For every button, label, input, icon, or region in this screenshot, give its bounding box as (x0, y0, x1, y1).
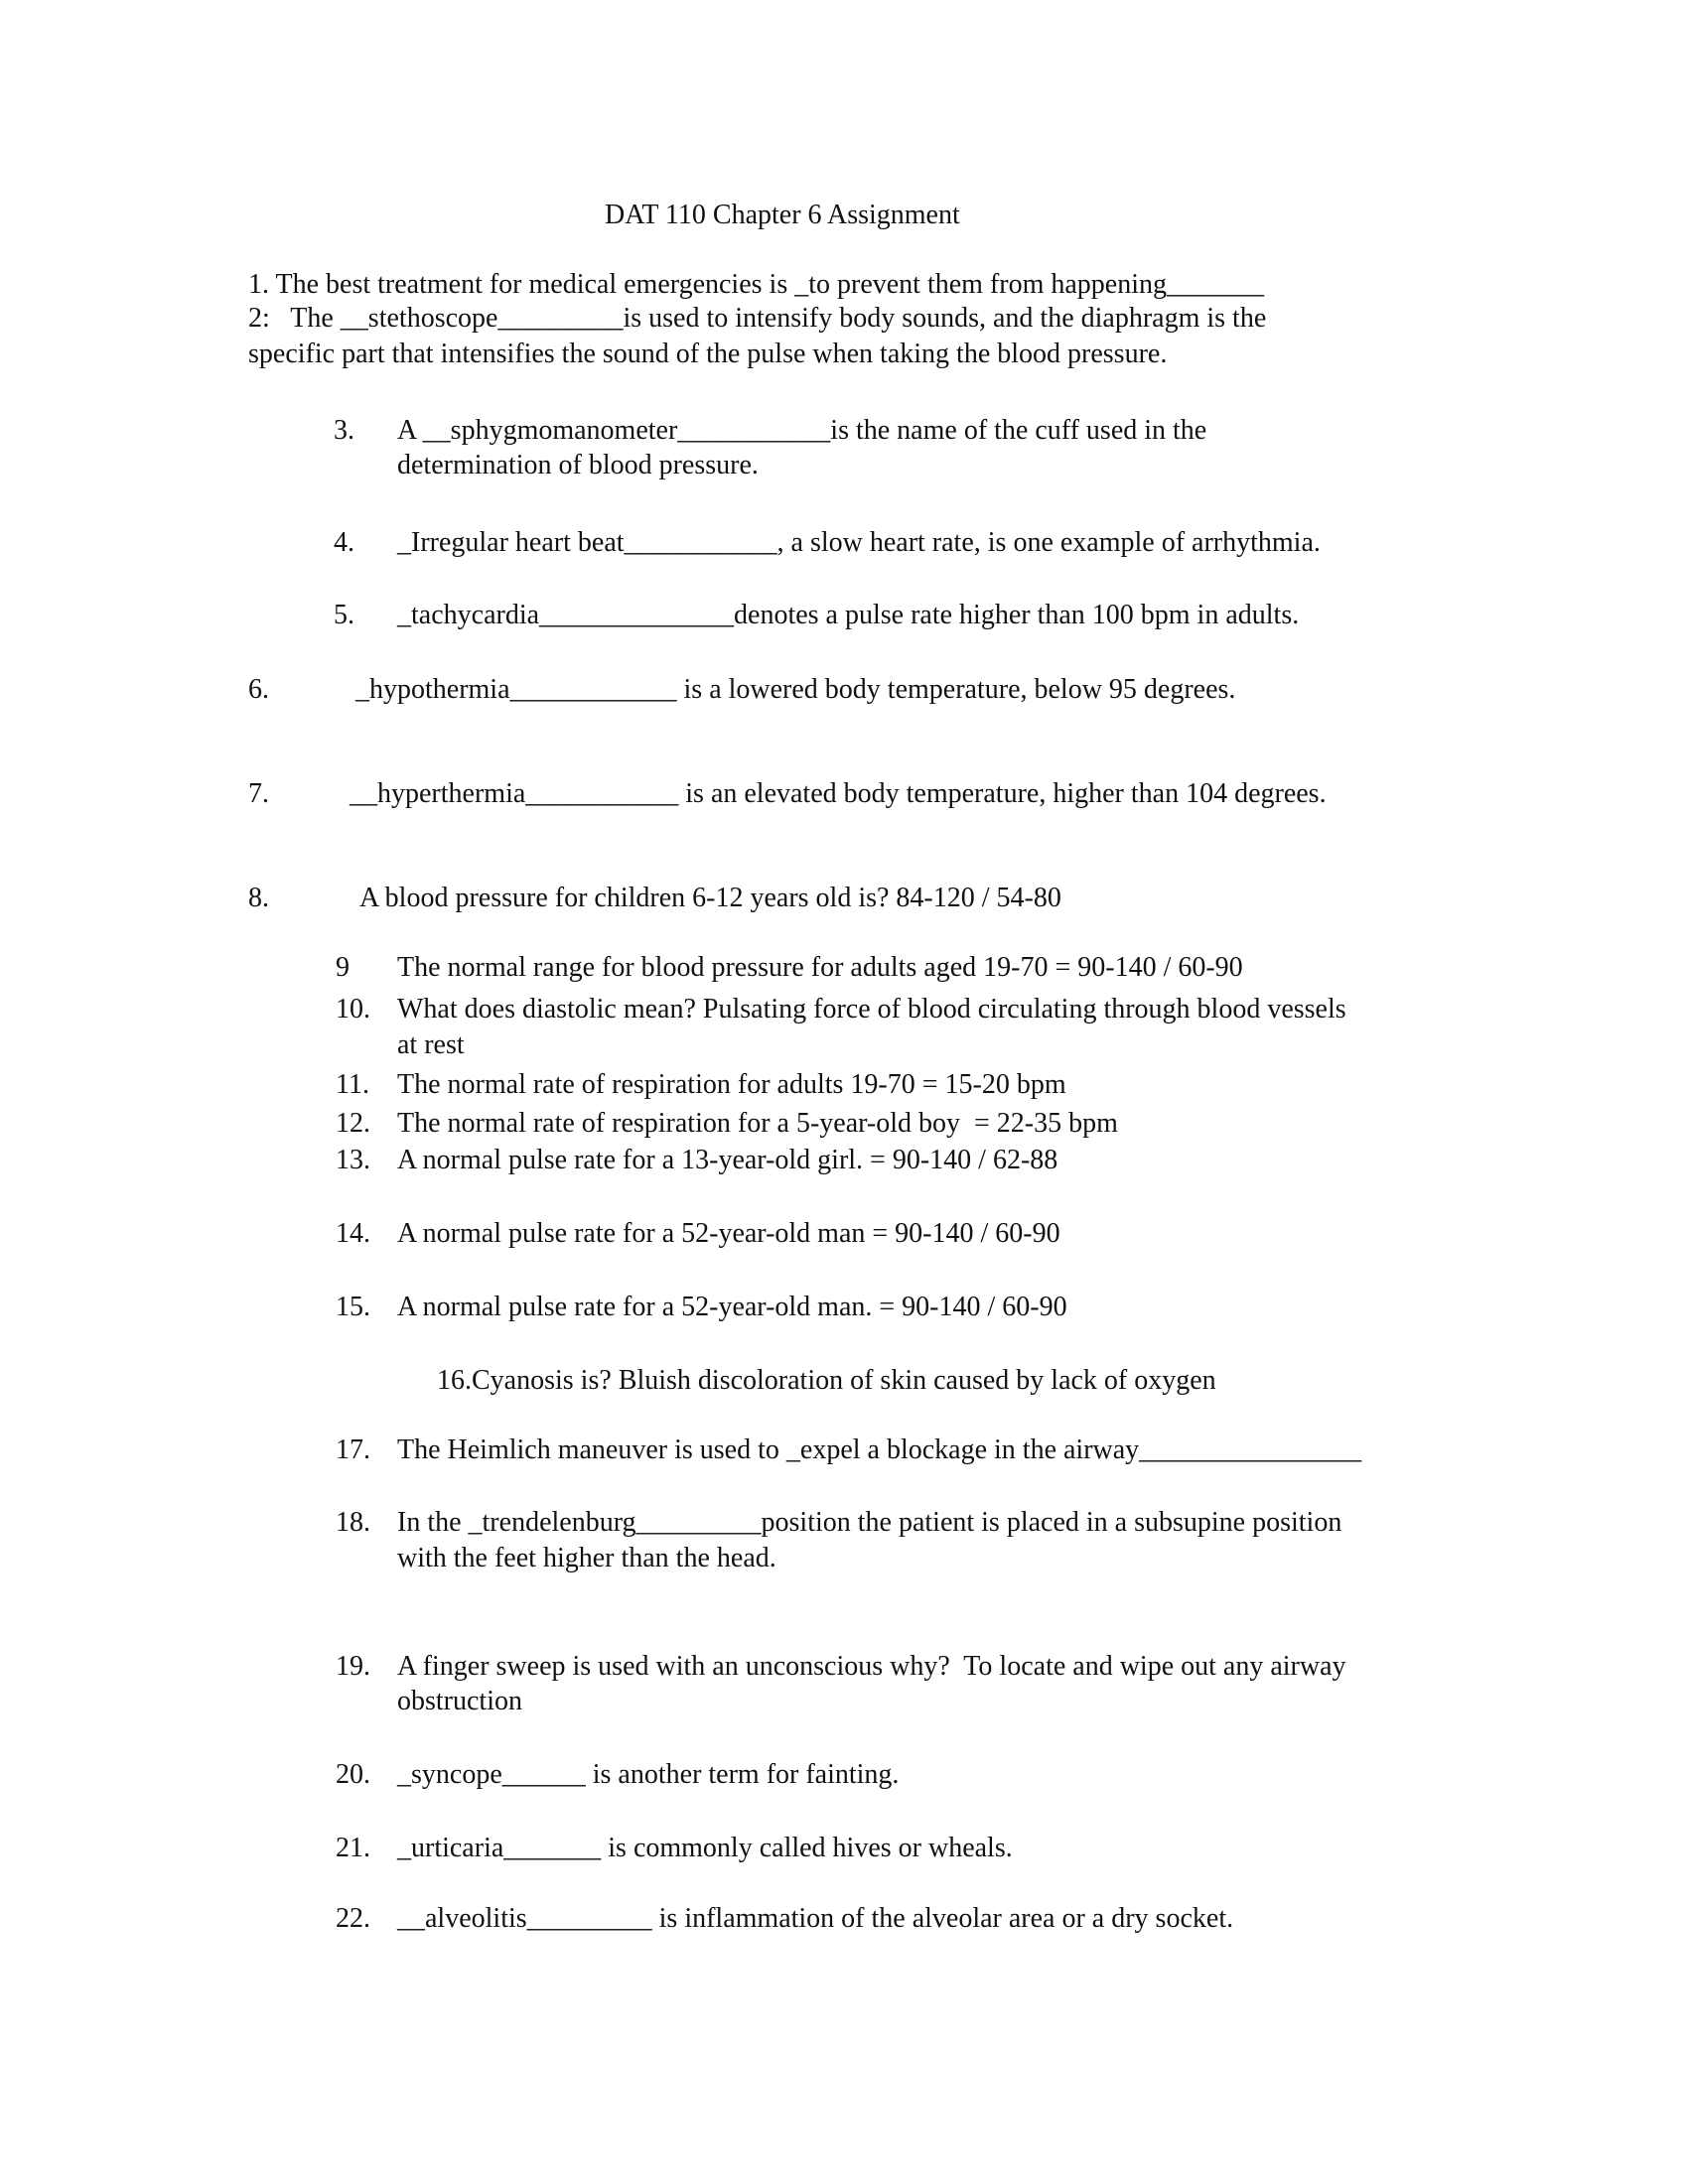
question-13-number: 13. (336, 1145, 370, 1175)
question-10-line-2: at rest (397, 1029, 465, 1060)
question-17-number: 17. (336, 1434, 370, 1465)
question-22-text: __alveolitis_________ is inflammation of the alveolar area or a dry socket. (397, 1903, 1234, 1934)
question-11-number: 11. (336, 1069, 369, 1100)
question-8-text: A blood pressure for children 6-12 years old is? 84-120 / 54-80 (359, 883, 1061, 913)
question-14-text: A normal pulse rate for a 52-year-old man = 90-140 / 60-90 (397, 1218, 1060, 1249)
question-7-text: __hyperthermia___________ is an elevated body temperature, higher than 104 degrees. (350, 778, 1327, 809)
question-18-line-1: In the _trendelenburg_________position the patient is placed in a subsupine position (397, 1507, 1342, 1538)
question-6-text: _hypothermia____________ is a lowered body temperature, below 95 degrees. (355, 674, 1236, 705)
question-5-text: _tachycardia______________denotes a pulse rate higher than 100 bpm in adults. (397, 600, 1300, 630)
question-19-line-2: obstruction (397, 1686, 522, 1716)
question-4-number: 4. (334, 527, 354, 558)
question-21-text: _urticaria_______ is commonly called hives or wheals. (397, 1833, 1013, 1863)
question-9-text: The normal range for blood pressure for adults aged 19-70 = 90-140 / 60-90 (397, 952, 1243, 983)
question-17-text: The Heimlich maneuver is used to _expel a blockage in the airway________________ (397, 1434, 1362, 1465)
question-6-number: 6. (248, 674, 269, 705)
question-3-line-2: determination of blood pressure. (397, 450, 759, 480)
question-18-line-2: with the feet higher than the head. (397, 1543, 776, 1573)
question-15-number: 15. (336, 1292, 370, 1322)
question-20-text: _syncope______ is another term for fainting. (397, 1759, 900, 1790)
question-19-number: 19. (336, 1651, 370, 1682)
question-22-number: 22. (336, 1903, 370, 1934)
page-title: DAT 110 Chapter 6 Assignment (605, 200, 960, 230)
question-2-line-2: specific part that intensifies the sound of the pulse when taking the blood pressure. (248, 339, 1168, 369)
question-16-text: 16.Cyanosis is? Bluish discoloration of skin caused by lack of oxygen (437, 1365, 1216, 1396)
question-20-number: 20. (336, 1759, 370, 1790)
question-5-number: 5. (334, 600, 354, 630)
question-10-line-1: What does diastolic mean? Pulsating force of blood circulating through blood vessels (397, 994, 1346, 1024)
question-8-number: 8. (248, 883, 269, 913)
question-18-number: 18. (336, 1507, 370, 1538)
question-1: 1. The best treatment for medical emergencies is _to prevent them from happening_______ (248, 269, 1264, 300)
question-4-text: _Irregular heart beat___________, a slow heart rate, is one example of arrhythmia. (397, 527, 1321, 558)
question-13-text: A normal pulse rate for a 13-year-old girl. = 90-140 / 62-88 (397, 1145, 1058, 1175)
question-15-text: A normal pulse rate for a 52-year-old man. = 90-140 / 60-90 (397, 1292, 1067, 1322)
question-3-number: 3. (334, 415, 354, 446)
question-3-line-1: A __sphygmomanometer___________is the name of the cuff used in the (397, 415, 1207, 446)
question-21-number: 21. (336, 1833, 370, 1863)
question-12-number: 12. (336, 1108, 370, 1139)
question-12-text: The normal rate of respiration for a 5-year-old boy = 22-35 bpm (397, 1108, 1118, 1139)
question-2-line-1: 2: The __stethoscope_________is used to intensify body sounds, and the diaphragm is the (248, 303, 1267, 334)
question-10-number: 10. (336, 994, 370, 1024)
question-14-number: 14. (336, 1218, 370, 1249)
question-11-text: The normal rate of respiration for adults 19-70 = 15-20 bpm (397, 1069, 1066, 1100)
question-9-number: 9 (336, 952, 350, 983)
question-7-number: 7. (248, 778, 269, 809)
question-19-line-1: A finger sweep is used with an unconscious why? To locate and wipe out any airway (397, 1651, 1346, 1682)
